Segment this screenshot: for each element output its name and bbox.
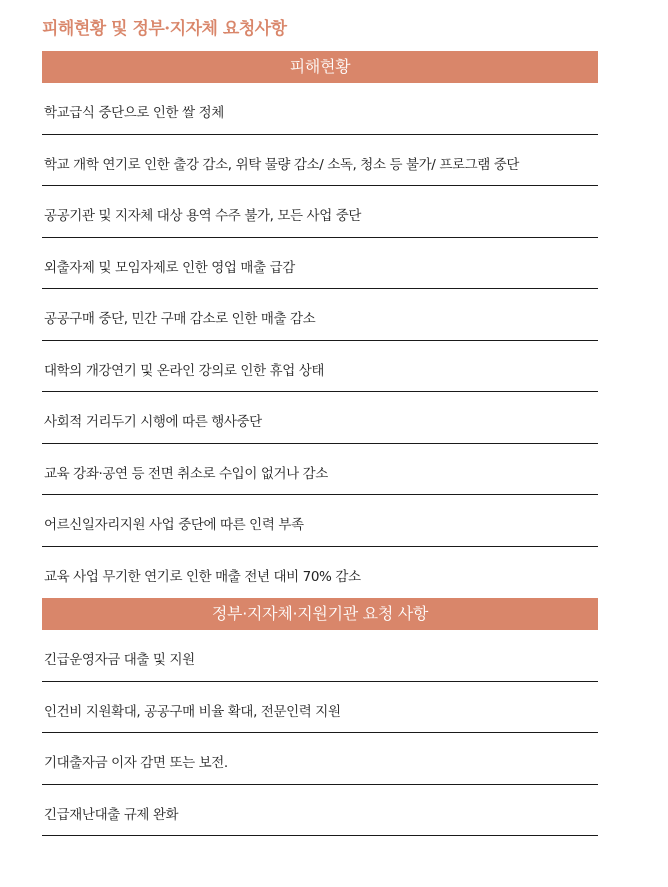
requests-list	[42, 630, 598, 836]
list-item: 교육 사업 무기한 연기로 인한 매출 전년 대비 70% 감소	[44, 568, 361, 585]
list-item: 공공구매 중단, 민간 구매 감소로 인한 매출 감소	[42, 289, 598, 341]
list-item: 대학의 개강연기 및 온라인 강의로 인한 휴업 상태	[42, 341, 598, 393]
section-header-damage: 피해현황	[42, 51, 598, 83]
list-item: 기대출자금 이자 감면 또는 보전.	[42, 733, 598, 785]
list-item: 학교 개학 연기로 인한 출강 감소, 위탁 물량 감소/ 소독, 청소 등 불가/ 프로그램 중단	[42, 135, 598, 187]
list-item: 어르신일자리지원 사업 중단에 따른 인력 부족	[42, 495, 598, 547]
list-item: 공공기관 및 지자체 대상 용역 수주 불가, 모든 사업 중단	[42, 186, 598, 238]
list-item: 사회적 거리두기 시행에 따른 행사중단	[42, 392, 598, 444]
list-item: 외출자제 및 모임자제로 인한 영업 매출 급감	[42, 238, 598, 290]
page-title: 피해현황 및 정부·지자체 요청사항	[42, 19, 287, 39]
section-header-requests: 정부·지자체·지원기관 요청 사항	[42, 598, 598, 630]
list-item: 긴급재난대출 규제 완화	[42, 785, 598, 837]
list-item: 학교급식 중단으로 인한 쌀 정체	[42, 83, 598, 135]
damage-list	[42, 83, 598, 591]
list-item: 인건비 지원확대, 공공구매 비율 확대, 전문인력 지원	[42, 682, 598, 734]
list-item: 긴급운영자금 대출 및 지원	[42, 630, 598, 682]
list-item: 교육 강좌·공연 등 전면 취소로 수입이 없거나 감소	[42, 444, 598, 496]
